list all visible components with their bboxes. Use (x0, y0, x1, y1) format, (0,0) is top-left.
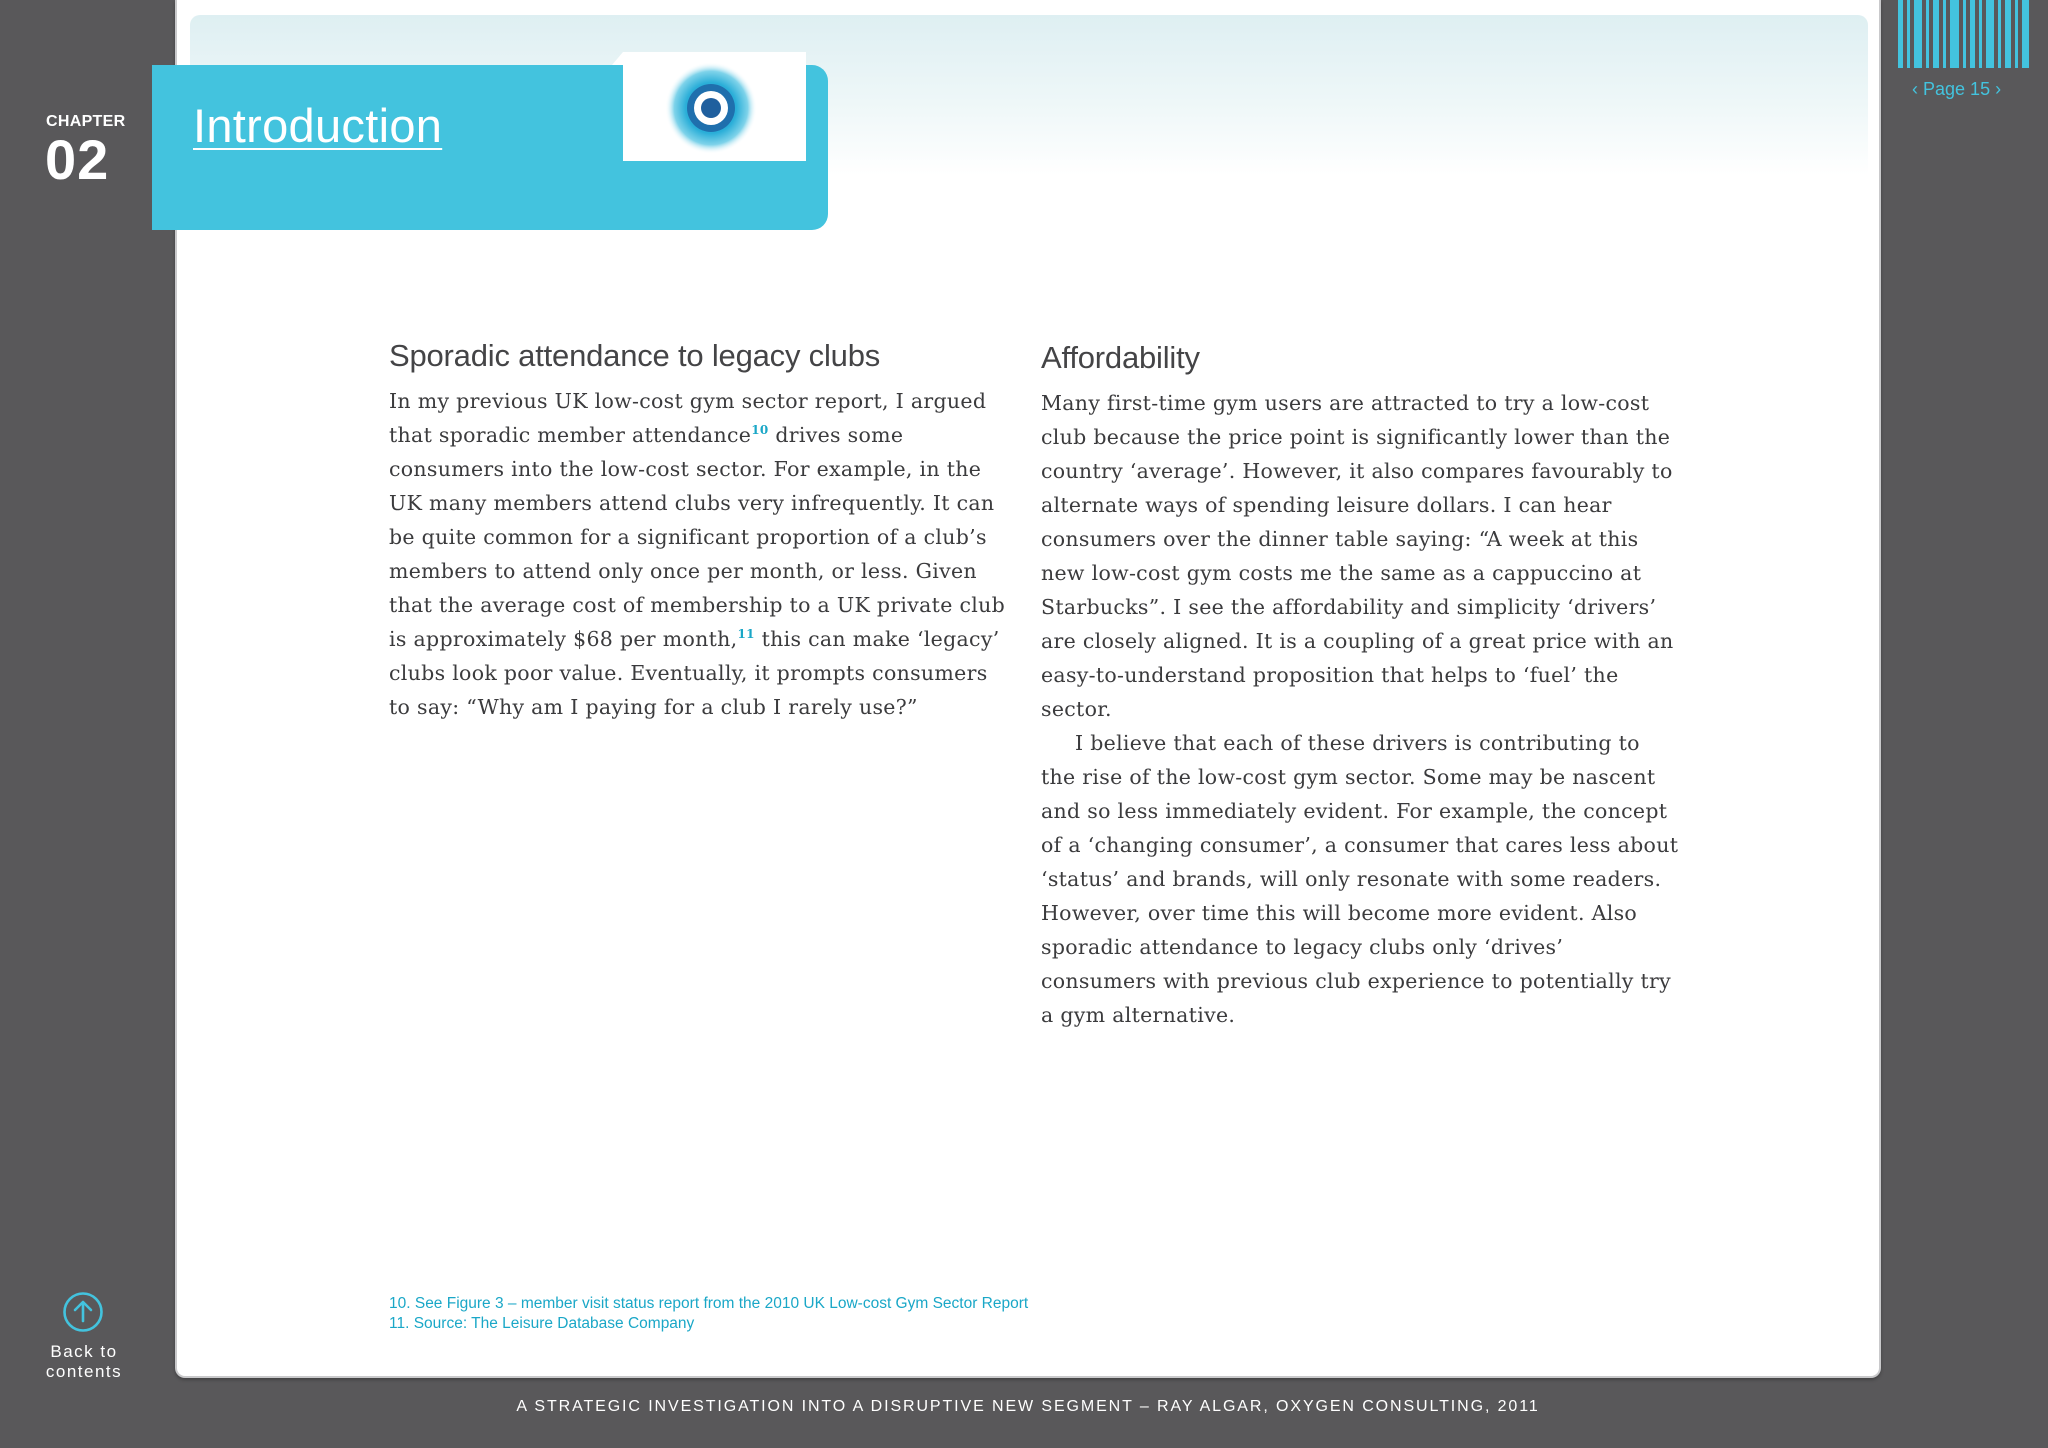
page-number-label: Page 15 (1923, 79, 1991, 99)
arrow-up-circle-icon[interactable] (62, 1291, 104, 1333)
previous-page-icon[interactable]: ‹ (1912, 79, 1918, 99)
right-column-heading: Affordability (1041, 340, 1200, 375)
paragraph-text: this can make ‘legacy’ clubs look poor value. Eventually, it prompts consumers to say: “Why am I paying for a club I rarely use?” (389, 627, 1000, 719)
paragraph-text: drives some consumers into the low-cost sector. For example, in the UK many members attend clubs very infrequently. It can be quite common for a significant proportion of a club’s members to attend only once per month, or less. Given that the average cost of membership to a UK private club is approximately $68 per month, (389, 423, 1006, 651)
footnote-11[interactable]: 11. Source: The Leisure Database Company (389, 1315, 695, 1332)
barcode-decoration (1898, 0, 2033, 68)
back-to-contents-link[interactable] (30, 1342, 138, 1382)
right-column-paragraph-1: Many first-time gym users are attracted to try a low-cost club because the price point is significantly lower than the country ‘average’. However, it also compares favourably to alternate ways of spending leisure dollars. I can hear consumers over the dinner table saying: “A week at this new low-cost gym costs me the same as a cappuccino at Starbucks”. I see the affordability and simplicity ‘drivers’ are closely aligned. It is a coupling of a great price with an easy-to-understand proposition that helps to ‘fuel’ the sector. (1041, 391, 1674, 721)
section-title-link[interactable]: Introduction (193, 99, 443, 152)
logo-tab (612, 52, 623, 65)
footnotes (389, 1294, 1189, 1334)
chapter-number: 02 (45, 128, 110, 191)
page-navigation (1912, 79, 2032, 100)
right-column (1041, 336, 1681, 1032)
back-label-line-2: contents (45, 1362, 123, 1381)
footnote-ref-10[interactable]: 10 (751, 423, 769, 438)
footnote-10[interactable]: 10. See Figure 3 – member visit status report from the 2010 UK Low-cost Gym Sector Report (389, 1295, 1029, 1312)
left-column-heading: Sporadic attendance to legacy clubs (389, 338, 881, 373)
next-page-icon[interactable]: › (1995, 79, 2002, 99)
back-label-line-1: Back to (50, 1342, 118, 1361)
left-column (389, 336, 1009, 724)
footer-caption: A STRATEGIC INVESTIGATION INTO A DISRUPTIVE NEW SEGMENT – RAY ALGAR, OXYGEN CONSULTING, 2011 (516, 1398, 1540, 1415)
paragraph-text: In my previous UK low-cost gym sector report, I argued that sporadic member attendance (389, 389, 987, 447)
chapter-label: CHAPTER (46, 113, 126, 130)
footnote-ref-11[interactable]: 11 (737, 627, 755, 642)
target-icon (665, 62, 757, 154)
left-column-paragraph (389, 384, 1009, 724)
right-column-paragraph-2: I believe that each of these drivers is contributing to the rise of the low-cost gym sector. Some may be nascent and so less immediately evident. For example, the concept of a ‘changing consumer’, a consumer that cares less about ‘status’ and brands, will only resonate with some readers. However, over time this will become more evident. Also sporadic attendance to legacy clubs only ‘drives’ consumers with previous club experience to potentially try a gym alternative. (1041, 731, 1679, 1027)
